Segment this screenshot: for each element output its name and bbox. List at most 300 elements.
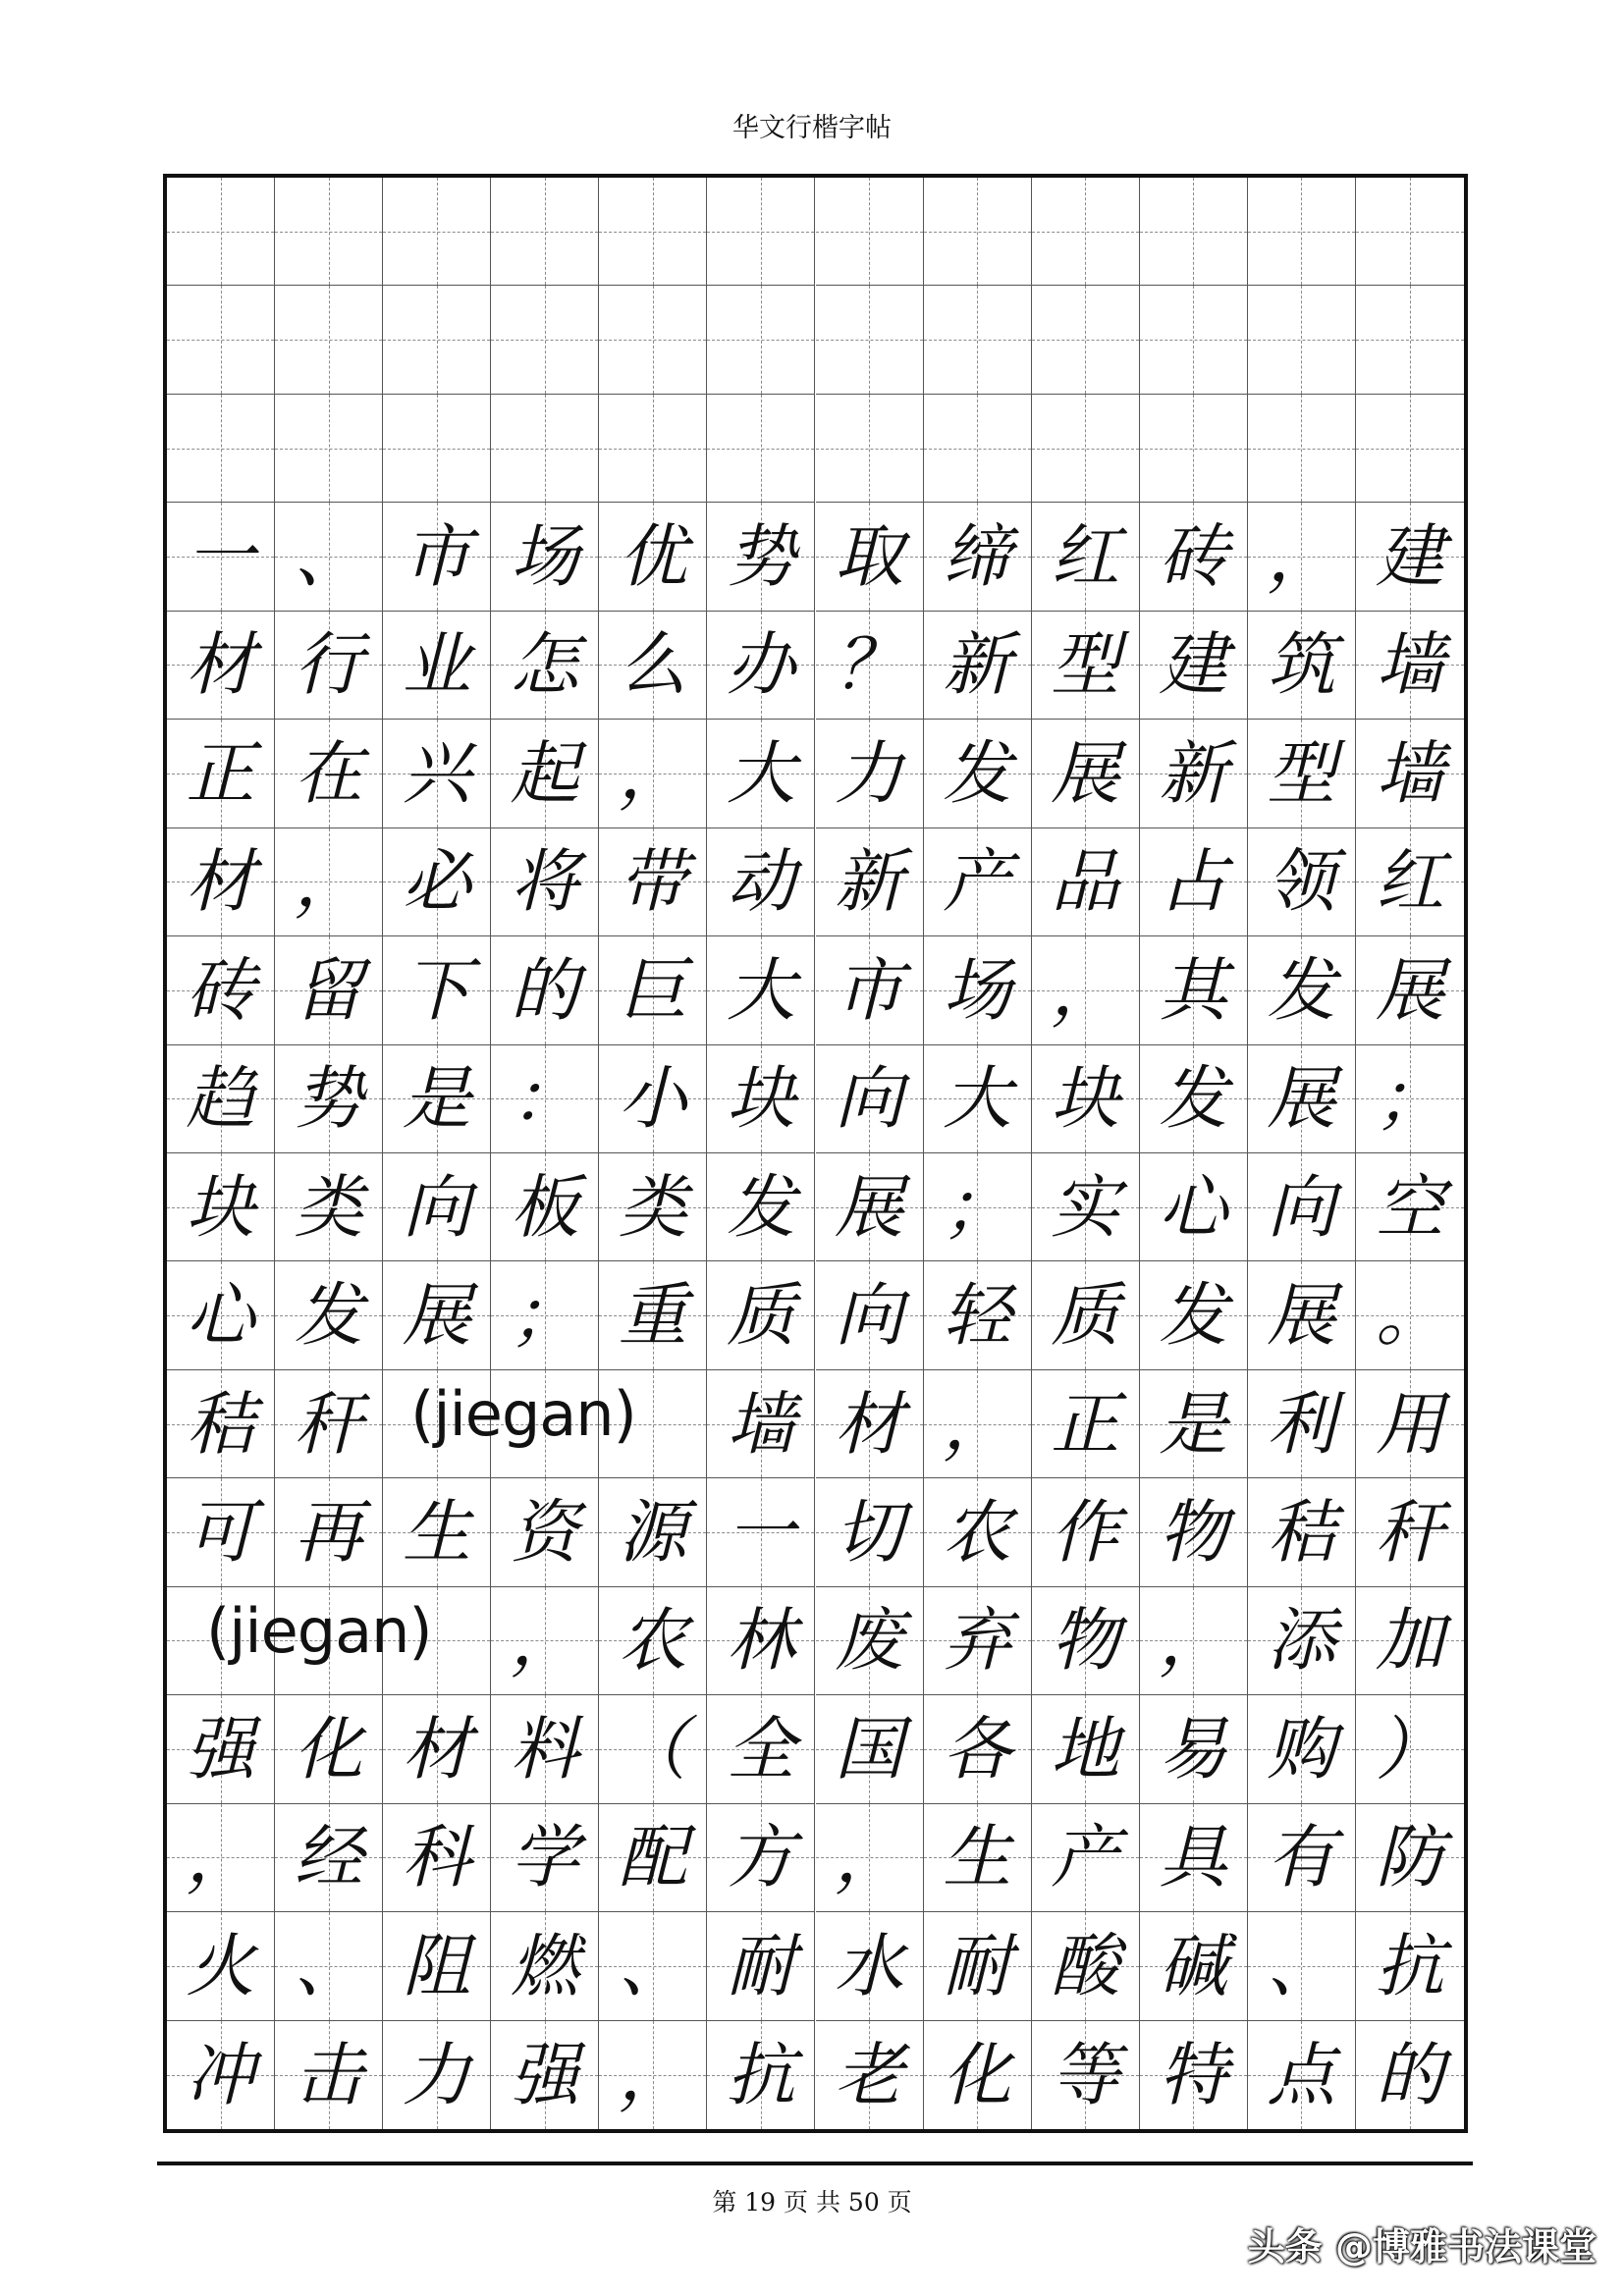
grid-cell: [1356, 720, 1464, 828]
character: 新: [1159, 732, 1228, 814]
grid-cell: [1032, 720, 1140, 828]
grid-cell: [707, 936, 815, 1044]
grid-cell: [1356, 1153, 1464, 1261]
character: 发: [1267, 949, 1336, 1031]
grid-cell: [491, 1804, 599, 1912]
grid-cell: [167, 503, 275, 611]
grid-cell: [816, 936, 924, 1044]
grid-cell: [1356, 1695, 1464, 1803]
grid-cell: [383, 1261, 491, 1369]
grid-cell: [1140, 1153, 1248, 1261]
character: 老: [835, 2034, 904, 2115]
grid-cell: [816, 1045, 924, 1153]
grid-cell: [924, 503, 1032, 611]
character: 、: [1267, 1925, 1336, 2006]
blank-grid-cell: [383, 395, 491, 503]
grid-cell: [167, 612, 275, 720]
grid-cell: [924, 936, 1032, 1044]
blank-grid-cell: [924, 178, 1032, 286]
pinyin-annotation: (jiegan): [206, 1594, 432, 1667]
grid-cell: [707, 612, 815, 720]
character: ，: [294, 841, 363, 923]
blank-grid-cell: [167, 178, 275, 286]
grid-cell: [167, 1695, 275, 1803]
character: ，: [186, 1817, 255, 1898]
grid-cell: [167, 1045, 275, 1153]
grid-cell: [1248, 720, 1356, 828]
grid-cell: [707, 1261, 815, 1369]
grid-cell: [924, 1478, 1032, 1586]
character: 带: [618, 841, 687, 923]
character: 资: [510, 1492, 579, 1574]
character: 购: [1267, 1708, 1336, 1789]
grid-cell: [599, 1045, 707, 1153]
character: 、: [618, 1925, 687, 2006]
blank-grid-cell: [1032, 178, 1140, 286]
grid-cell: [1140, 612, 1248, 720]
blank-grid-cell: [599, 178, 707, 286]
character: 型: [1267, 732, 1336, 814]
character: 展: [402, 1275, 471, 1357]
grid-cell: [816, 2021, 924, 2129]
grid-cell: [167, 1478, 275, 1586]
character: 耐: [726, 1925, 795, 2006]
character: 下: [402, 949, 471, 1031]
grid-cell: [924, 828, 1032, 936]
blank-grid-cell: [924, 395, 1032, 503]
character: 物: [1051, 1600, 1120, 1682]
character: 正: [1051, 1383, 1120, 1465]
character: ，: [835, 1817, 904, 1898]
blank-grid-cell: [383, 286, 491, 394]
grid-cell: [275, 503, 383, 611]
grid-cell: [816, 1912, 924, 2020]
grid-cell: [1248, 1370, 1356, 1478]
grid-cell: [599, 612, 707, 720]
character: 块: [1051, 1058, 1120, 1140]
grid-cell: [1140, 2021, 1248, 2129]
character: 质: [726, 1275, 795, 1357]
character: 方: [726, 1817, 795, 1898]
grid-cell: [924, 720, 1032, 828]
character: 办: [726, 624, 795, 706]
character: 阻: [402, 1925, 471, 2006]
character: 发: [1159, 1275, 1228, 1357]
blank-grid-cell: [924, 286, 1032, 394]
grid-cell: [599, 1912, 707, 2020]
character: 冲: [186, 2034, 255, 2115]
grid-cell: [491, 1587, 599, 1695]
grid-cell: [599, 1153, 707, 1261]
character: 防: [1375, 1817, 1444, 1898]
blank-grid-cell: [275, 286, 383, 394]
grid-cell: [924, 1370, 1032, 1478]
grid-cell: [275, 612, 383, 720]
grid-cell: [1248, 612, 1356, 720]
character: 秸: [186, 1383, 255, 1465]
grid-cell: [924, 1045, 1032, 1153]
grid-cell: [1140, 1261, 1248, 1369]
character: 利: [1267, 1383, 1336, 1465]
character: 板: [510, 1166, 579, 1248]
character: 力: [402, 2034, 471, 2115]
grid-cell: [383, 1695, 491, 1803]
practice-grid: [163, 174, 1468, 2133]
grid-cell: [1248, 1912, 1356, 2020]
grid-cell: [1356, 1045, 1464, 1153]
character: 强: [510, 2034, 579, 2115]
character: 酸: [1051, 1925, 1120, 2006]
character: 材: [186, 841, 255, 923]
character: 各: [943, 1708, 1012, 1789]
character: ，: [618, 732, 687, 814]
grid-cell: [275, 936, 383, 1044]
grid-cell: [167, 828, 275, 936]
page-title: 华文行楷字帖: [732, 113, 892, 143]
grid-cell: [1248, 503, 1356, 611]
character: 材: [402, 1708, 471, 1789]
blank-grid-cell: [1140, 178, 1248, 286]
grid-cell: [383, 503, 491, 611]
grid-cell: [383, 1912, 491, 2020]
blank-grid-cell: [1032, 395, 1140, 503]
character: 心: [186, 1275, 255, 1357]
grid-cell: [1032, 936, 1140, 1044]
blank-grid-cell: [1248, 178, 1356, 286]
grid-cell: [816, 1478, 924, 1586]
blank-grid-cell: [491, 395, 599, 503]
grid-cell: [1356, 1370, 1464, 1478]
character: 再: [294, 1492, 363, 1574]
character: 新: [943, 624, 1012, 706]
grid-cell: [1140, 1695, 1248, 1803]
character: 学: [510, 1817, 579, 1898]
character: 大: [726, 949, 795, 1031]
character: 发: [943, 732, 1012, 814]
character: ；: [510, 1275, 579, 1357]
character: 、: [294, 516, 363, 598]
character: 墙: [1375, 732, 1444, 814]
character: 弃: [943, 1600, 1012, 1682]
character: 势: [726, 516, 795, 598]
grid-cell: [1032, 1045, 1140, 1153]
blank-grid-cell: [599, 395, 707, 503]
character: 力: [835, 732, 904, 814]
character: 产: [943, 841, 1012, 923]
grid-cell: [1356, 828, 1464, 936]
grid-cell: [599, 1587, 707, 1695]
character: 类: [294, 1166, 363, 1248]
grid-cell: [383, 1045, 491, 1153]
character: 耐: [943, 1925, 1012, 2006]
blank-grid-cell: [1140, 286, 1248, 394]
grid-cell: [1032, 1912, 1140, 2020]
character: 发: [294, 1275, 363, 1357]
grid-cell: [1356, 936, 1464, 1044]
character: 料: [510, 1708, 579, 1789]
grid-cell: [167, 1261, 275, 1369]
character: 场: [510, 516, 579, 598]
grid-cell: [491, 936, 599, 1044]
character: 市: [402, 516, 471, 598]
character: 型: [1051, 624, 1120, 706]
grid-cell: [383, 828, 491, 936]
character: 添: [1267, 1600, 1336, 1682]
grid-cell: [599, 936, 707, 1044]
character: 趋: [186, 1058, 255, 1140]
grid-cell: [491, 1261, 599, 1369]
character: 留: [294, 949, 363, 1031]
grid-cell: [707, 1153, 815, 1261]
grid-cell: [1248, 1695, 1356, 1803]
grid-cell: [491, 1045, 599, 1153]
grid-cell: [816, 1370, 924, 1478]
grid-cell: [167, 720, 275, 828]
character: 击: [294, 2034, 363, 2115]
character: ？: [835, 624, 904, 706]
character: 化: [943, 2034, 1012, 2115]
character: 其: [1159, 949, 1228, 1031]
grid-cell: [1032, 503, 1140, 611]
character: ：: [510, 1058, 579, 1140]
grid-cell: [599, 1478, 707, 1586]
character: 国: [835, 1708, 904, 1789]
character: 科: [402, 1817, 471, 1898]
grid-cell: [1140, 936, 1248, 1044]
grid-cell: [924, 1587, 1032, 1695]
grid-cell: [1032, 1261, 1140, 1369]
blank-grid-cell: [1248, 286, 1356, 394]
grid-cell: [275, 828, 383, 936]
character: 一: [186, 516, 255, 598]
grid-cell: [707, 2021, 815, 2129]
character: 筑: [1267, 624, 1336, 706]
character: 建: [1159, 624, 1228, 706]
character: 材: [186, 624, 255, 706]
character: 兴: [402, 732, 471, 814]
blank-grid-cell: [1032, 286, 1140, 394]
grid-cell: [599, 503, 707, 611]
grid-cell: [1140, 1912, 1248, 2020]
grid-cell: [275, 1045, 383, 1153]
blank-grid-cell: [599, 286, 707, 394]
grid-cell: [924, 1695, 1032, 1803]
grid-cell: [924, 1804, 1032, 1912]
character: 林: [726, 1600, 795, 1682]
character: 向: [1267, 1166, 1336, 1248]
character: 特: [1159, 2034, 1228, 2115]
character: 点: [1267, 2034, 1336, 2115]
character: 优: [618, 516, 687, 598]
character: 切: [835, 1492, 904, 1574]
grid-cell: [1032, 2021, 1140, 2129]
character: 发: [726, 1166, 795, 1248]
blank-grid-cell: [707, 395, 815, 503]
grid-cell: [491, 1478, 599, 1586]
grid-cell: [275, 1695, 383, 1803]
character: 大: [726, 732, 795, 814]
grid-cell: [1356, 1261, 1464, 1369]
grid-cell: [1248, 1261, 1356, 1369]
character: 生: [943, 1817, 1012, 1898]
character: 、: [294, 1925, 363, 2006]
blank-grid-cell: [707, 286, 815, 394]
grid-cell: [275, 2021, 383, 2129]
grid-cell: [816, 1587, 924, 1695]
blank-grid-cell: [1356, 286, 1464, 394]
character: 领: [1267, 841, 1336, 923]
character: 火: [186, 1925, 255, 2006]
character: 必: [402, 841, 471, 923]
grid-cell: [599, 2021, 707, 2129]
blank-grid-cell: [1140, 395, 1248, 503]
character: 心: [1159, 1166, 1228, 1248]
grid-cell: [1356, 1912, 1464, 2020]
character: 块: [726, 1058, 795, 1140]
grid-cell: [383, 2021, 491, 2129]
character: 抗: [1375, 1925, 1444, 2006]
grid-cell: [816, 612, 924, 720]
character: 实: [1051, 1166, 1120, 1248]
character: 品: [1051, 841, 1120, 923]
grid-cell: [924, 1912, 1032, 2020]
character: 怎: [510, 624, 579, 706]
grid-cell: [599, 1695, 707, 1803]
watermark: 头条 @博雅书法课堂: [1247, 2225, 1597, 2269]
grid-cell: [924, 2021, 1032, 2129]
grid-cell: [816, 1261, 924, 1369]
character: ，: [1159, 1600, 1228, 1682]
character: ，: [618, 2034, 687, 2115]
grid-cell: [1356, 503, 1464, 611]
character: 行: [294, 624, 363, 706]
character: 小: [618, 1058, 687, 1140]
character: 具: [1159, 1817, 1228, 1898]
page-number: 第 19 页 共 50 页: [712, 2188, 912, 2216]
blank-grid-cell: [816, 286, 924, 394]
grid-cell: [816, 828, 924, 936]
character: 取: [835, 516, 904, 598]
grid-cell: [1140, 503, 1248, 611]
character: 么: [618, 624, 687, 706]
character: 红: [1375, 841, 1444, 923]
character: 秸: [1267, 1492, 1336, 1574]
grid-cell: [167, 1370, 275, 1478]
character: 材: [835, 1383, 904, 1465]
grid-cell: [383, 1153, 491, 1261]
character: 质: [1051, 1275, 1120, 1357]
character: 强: [186, 1708, 255, 1789]
grid-cell: [275, 1804, 383, 1912]
blank-grid-cell: [275, 395, 383, 503]
character: 砖: [1159, 516, 1228, 598]
grid-cell: [491, 2021, 599, 2129]
blank-grid-cell: [383, 178, 491, 286]
grid-cell: [1248, 1804, 1356, 1912]
grid-cell: [1140, 828, 1248, 936]
character: 向: [402, 1166, 471, 1248]
grid-cell: [383, 720, 491, 828]
character: 全: [726, 1708, 795, 1789]
grid-cell: [1140, 1370, 1248, 1478]
grid-cell: [491, 1912, 599, 2020]
character: 物: [1159, 1492, 1228, 1574]
character: 易: [1159, 1708, 1228, 1789]
character: 抗: [726, 2034, 795, 2115]
grid-cell: [924, 612, 1032, 720]
grid-cell: [1248, 828, 1356, 936]
grid-cell: [707, 1587, 815, 1695]
grid-cell: [1248, 1587, 1356, 1695]
character: 等: [1051, 2034, 1120, 2115]
grid-cell: [491, 828, 599, 936]
grid-cell: [167, 1153, 275, 1261]
character: 向: [835, 1058, 904, 1140]
grid-cell: [1032, 1695, 1140, 1803]
character: 源: [618, 1492, 687, 1574]
grid-cell: [275, 1261, 383, 1369]
blank-grid-cell: [167, 395, 275, 503]
character: 展: [1375, 949, 1444, 1031]
character: 是: [1159, 1383, 1228, 1465]
grid-cell: [491, 503, 599, 611]
character: 起: [510, 732, 579, 814]
grid-cell: [1356, 1804, 1464, 1912]
grid-cell: [1140, 1045, 1248, 1153]
grid-cell: [816, 720, 924, 828]
character: 展: [1267, 1058, 1336, 1140]
character: 农: [618, 1600, 687, 1682]
character: 的: [1375, 2034, 1444, 2115]
blank-grid-cell: [167, 286, 275, 394]
character: 墙: [726, 1383, 795, 1465]
grid-cell: [1032, 828, 1140, 936]
character: 的: [510, 949, 579, 1031]
grid-cell: [1032, 1370, 1140, 1478]
character: 建: [1375, 516, 1444, 598]
character: 用: [1375, 1383, 1444, 1465]
grid-cell: [1032, 1153, 1140, 1261]
character: 缔: [943, 516, 1012, 598]
blank-grid-cell: [707, 178, 815, 286]
grid-cell: [1248, 1045, 1356, 1153]
character: 业: [402, 624, 471, 706]
grid-cell: [1356, 612, 1464, 720]
character: 地: [1051, 1708, 1120, 1789]
character: 市: [835, 949, 904, 1031]
grid-cell: [707, 1695, 815, 1803]
character: ，: [1267, 516, 1336, 598]
character: 碱: [1159, 1925, 1228, 2006]
grid-cell: [167, 1804, 275, 1912]
grid-cell: [707, 828, 815, 936]
grid-cell: [1356, 2021, 1464, 2129]
grid-cell: [491, 1695, 599, 1803]
grid-cell: [707, 1912, 815, 2020]
character: 燃: [510, 1925, 579, 2006]
character: 发: [1159, 1058, 1228, 1140]
grid-cell: [707, 1370, 815, 1478]
character: 块: [186, 1166, 255, 1248]
grid-cell: [816, 1153, 924, 1261]
character: ，: [510, 1600, 579, 1682]
blank-grid-cell: [1356, 395, 1464, 503]
character: 向: [835, 1275, 904, 1357]
grid-cell: [383, 936, 491, 1044]
grid-cell: [924, 1261, 1032, 1369]
grid-cell: [383, 1804, 491, 1912]
character: （: [618, 1708, 687, 1789]
